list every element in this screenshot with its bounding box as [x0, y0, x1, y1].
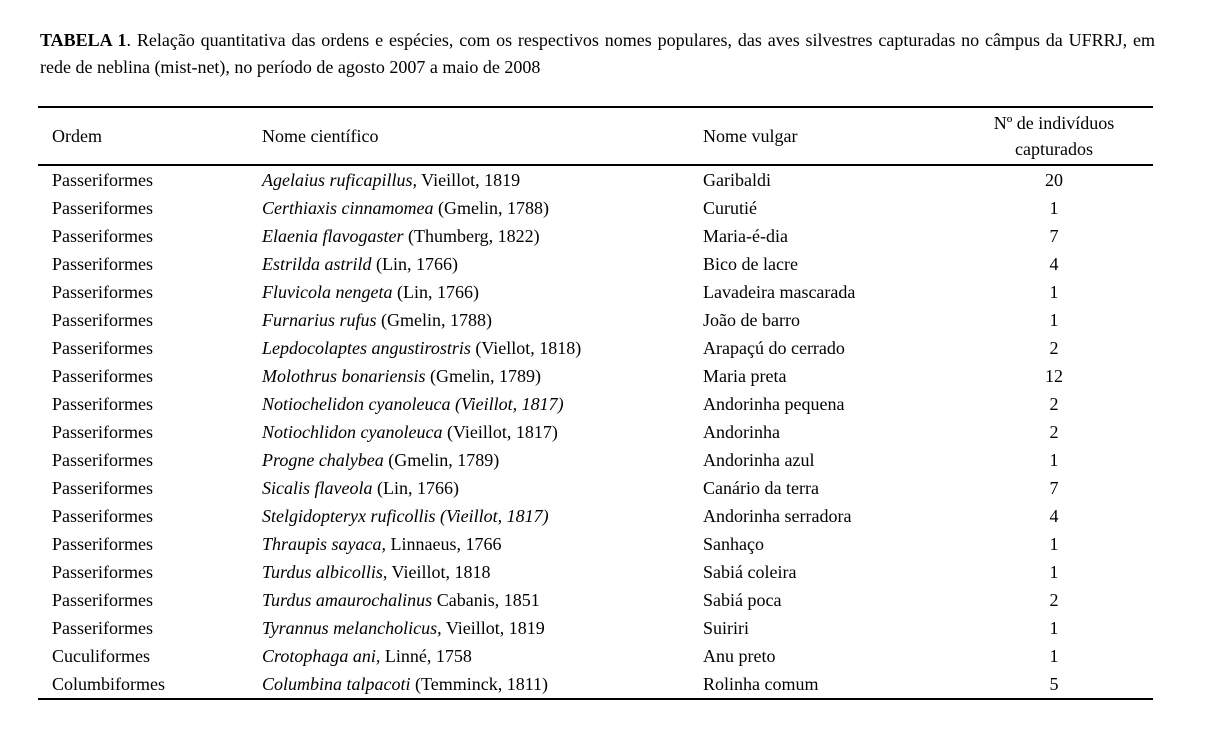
cell-ordem: Passeriformes [52, 477, 153, 498]
table-row [38, 558, 1153, 586]
scientific-name: Turdus albicollis [262, 561, 383, 582]
header-row [38, 107, 1153, 165]
cell-nome-vulgar: Bico de lacre [703, 253, 798, 274]
cell-ordem: Cuculiformes [52, 645, 150, 666]
cell-num-individuos: 5 [1049, 673, 1059, 694]
scientific-name: Furnarius rufus [262, 309, 377, 330]
author-year: (Gmelin, 1789) [383, 449, 500, 470]
scientific-name: Columbina talpacoti [262, 673, 411, 694]
table-row [38, 362, 1153, 390]
cell-nome-vulgar: Sabiá coleira [703, 561, 797, 582]
cell-num-individuos: 12 [1045, 365, 1063, 386]
cell-nome-cientifico [262, 250, 703, 278]
cell-nome-cientifico [262, 558, 703, 586]
cell-nome-vulgar: João de barro [703, 309, 800, 330]
cell-nome-cientifico [262, 446, 703, 474]
table-row [38, 194, 1153, 222]
cell-nome-cientifico [262, 278, 703, 306]
table-row [38, 530, 1153, 558]
cell-nome-cientifico [262, 502, 703, 530]
cell-nome-cientifico [262, 222, 703, 250]
cell-nome-vulgar: Andorinha serradora [703, 505, 852, 526]
cell-nome-vulgar: Anu preto [703, 645, 776, 666]
cell-nome-vulgar: Andorinha pequena [703, 393, 845, 414]
cell-nome-vulgar: Maria-é-dia [703, 225, 788, 246]
table-row [38, 474, 1153, 502]
table-header [38, 107, 1153, 165]
scientific-name: Agelaius ruficapillus, [262, 169, 417, 190]
cell-nome-cientifico [262, 194, 703, 222]
table-row [38, 390, 1153, 418]
cell-num-individuos: 2 [1049, 393, 1059, 414]
header-nome-vulgar: Nome vulgar [703, 125, 798, 146]
cell-num-individuos: 1 [1049, 309, 1059, 330]
cell-nome-cientifico [262, 530, 703, 558]
cell-ordem: Passeriformes [52, 281, 153, 302]
cell-nome-vulgar: Curutié [703, 197, 757, 218]
table-body [38, 165, 1153, 699]
cell-num-individuos: 1 [1049, 533, 1059, 554]
cell-ordem: Passeriformes [52, 533, 153, 554]
cell-num-individuos: 2 [1049, 337, 1059, 358]
cell-ordem: Passeriformes [52, 617, 153, 638]
cell-nome-vulgar: Lavadeira mascarada [703, 281, 856, 302]
author-year: Linnaeus, 1766 [386, 533, 502, 554]
author-year: Linné, 1758 [380, 645, 472, 666]
cell-ordem: Passeriformes [52, 505, 153, 526]
scientific-name: Progne chalybea [262, 449, 384, 470]
cell-ordem: Passeriformes [52, 393, 153, 414]
table-row [38, 418, 1153, 446]
cell-nome-cientifico [262, 306, 703, 334]
table-row [38, 670, 1153, 699]
table-caption-label: TABELA 1 [40, 30, 127, 50]
cell-nome-vulgar: Canário da terra [703, 477, 819, 498]
author-year: (Gmelin, 1789) [425, 365, 541, 386]
cell-nome-vulgar: Arapaçú do cerrado [703, 337, 845, 358]
cell-ordem: Columbiformes [52, 673, 165, 694]
author-year: Vieillot, 1819 [441, 617, 545, 638]
cell-ordem: Passeriformes [52, 225, 153, 246]
cell-num-individuos: 1 [1049, 645, 1059, 666]
cell-ordem: Passeriformes [52, 421, 153, 442]
table-row [38, 278, 1153, 306]
cell-ordem: Passeriformes [52, 561, 153, 582]
table-row [38, 642, 1153, 670]
cell-nome-cientifico [262, 614, 703, 642]
author-year: (Temminck, 1811) [410, 673, 549, 694]
cell-nome-vulgar: Andorinha [703, 421, 780, 442]
author-year: (Vieillot, 1817) [442, 421, 558, 442]
cell-num-individuos: 1 [1049, 197, 1059, 218]
scientific-name: Thraupis sayaca, [262, 533, 387, 554]
cell-num-individuos: 2 [1049, 589, 1059, 610]
cell-nome-cientifico [262, 418, 703, 446]
table-row [38, 306, 1153, 334]
cell-num-individuos: 7 [1049, 225, 1059, 246]
cell-nome-cientifico [262, 474, 703, 502]
table-row [38, 250, 1153, 278]
scientific-name: Stelgidopteryx ruficollis (Vieillot, 1817) [262, 505, 549, 526]
cell-nome-cientifico [262, 165, 703, 194]
author-year: (Viellot, 1818) [470, 337, 582, 358]
header-nome-cientifico: Nome científico [262, 125, 379, 146]
scientific-name: Lepdocolaptes angustirostris [262, 337, 471, 358]
cell-nome-vulgar: Suiriri [703, 617, 750, 638]
table-row [38, 446, 1153, 474]
scientific-name: Molothrus bonariensis [262, 365, 426, 386]
cell-num-individuos: 1 [1049, 281, 1059, 302]
scientific-name: Certhiaxis cinnamomea [262, 197, 434, 218]
cell-ordem: Passeriformes [52, 169, 153, 190]
cell-ordem: Passeriformes [52, 253, 153, 274]
cell-nome-cientifico [262, 670, 703, 699]
cell-nome-vulgar: Andorinha azul [703, 449, 815, 470]
scientific-name: Estrilda astrild [262, 253, 372, 274]
scientific-name: Tyrannus melancholicus, [262, 617, 442, 638]
cell-num-individuos: 7 [1049, 477, 1059, 498]
table-row [38, 222, 1153, 250]
cell-num-individuos: 4 [1049, 253, 1059, 274]
cell-num-individuos: 1 [1049, 449, 1059, 470]
cell-num-individuos: 4 [1049, 505, 1059, 526]
cell-num-individuos: 2 [1049, 421, 1059, 442]
cell-ordem: Passeriformes [52, 309, 153, 330]
table-caption-text: . Relação quantitativa das ordens e espécies, com os respectivos nomes populares, das aves silvestres capturadas no câmpus da UFRRJ, em rede de neblina (mist-net), no período de agosto 2007 a maio de 2008 [40, 30, 1155, 77]
scientific-name: Fluvicola nengeta [262, 281, 393, 302]
cell-num-individuos: 20 [1045, 169, 1063, 190]
author-year: (Thumberg, 1822) [403, 225, 540, 246]
cell-ordem: Passeriformes [52, 337, 153, 358]
author-year: (Gmelin, 1788) [433, 197, 549, 218]
table-row [38, 586, 1153, 614]
header-num-individuos: Nº de indivíduos capturados [993, 113, 1115, 159]
cell-ordem: Passeriformes [52, 449, 153, 470]
cell-nome-vulgar: Maria preta [703, 365, 787, 386]
cell-nome-vulgar: Rolinha comum [703, 673, 819, 694]
table-caption [40, 27, 1155, 81]
author-year: Cabanis, 1851 [432, 589, 540, 610]
cell-num-individuos: 1 [1049, 561, 1059, 582]
author-year: Vieillot, 1819 [417, 169, 521, 190]
author-year: (Lin, 1766) [372, 477, 459, 498]
scientific-name: Sicalis flaveola [262, 477, 373, 498]
author-year: (Lin, 1766) [392, 281, 479, 302]
table-row [38, 502, 1153, 530]
header-ordem: Ordem [52, 125, 102, 146]
table-row [38, 165, 1153, 194]
cell-nome-cientifico [262, 334, 703, 362]
table-row [38, 614, 1153, 642]
cell-nome-vulgar: Sabiá poca [703, 589, 782, 610]
cell-num-individuos: 1 [1049, 617, 1059, 638]
scientific-name: Crotophaga ani, [262, 645, 381, 666]
bird-capture-table [38, 106, 1153, 700]
author-year: (Lin, 1766) [371, 253, 459, 274]
scientific-name: Notiochelidon cyanoleuca (Vieillot, 1817) [262, 393, 564, 414]
scientific-name: Notiochlidon cyanoleuca [262, 421, 443, 442]
table-row [38, 334, 1153, 362]
cell-nome-cientifico [262, 390, 703, 418]
author-year: , Vieillot, 1818 [382, 561, 491, 582]
cell-ordem: Passeriformes [52, 197, 153, 218]
cell-nome-vulgar: Sanhaço [703, 533, 764, 554]
cell-nome-cientifico [262, 362, 703, 390]
cell-nome-cientifico [262, 642, 703, 670]
scientific-name: Turdus amaurochalinus [262, 589, 433, 610]
cell-nome-vulgar: Garibaldi [703, 169, 771, 190]
scientific-name: Elaenia flavogaster [262, 225, 404, 246]
cell-ordem: Passeriformes [52, 365, 153, 386]
cell-ordem: Passeriformes [52, 589, 153, 610]
cell-nome-cientifico [262, 586, 703, 614]
author-year: (Gmelin, 1788) [376, 309, 493, 330]
